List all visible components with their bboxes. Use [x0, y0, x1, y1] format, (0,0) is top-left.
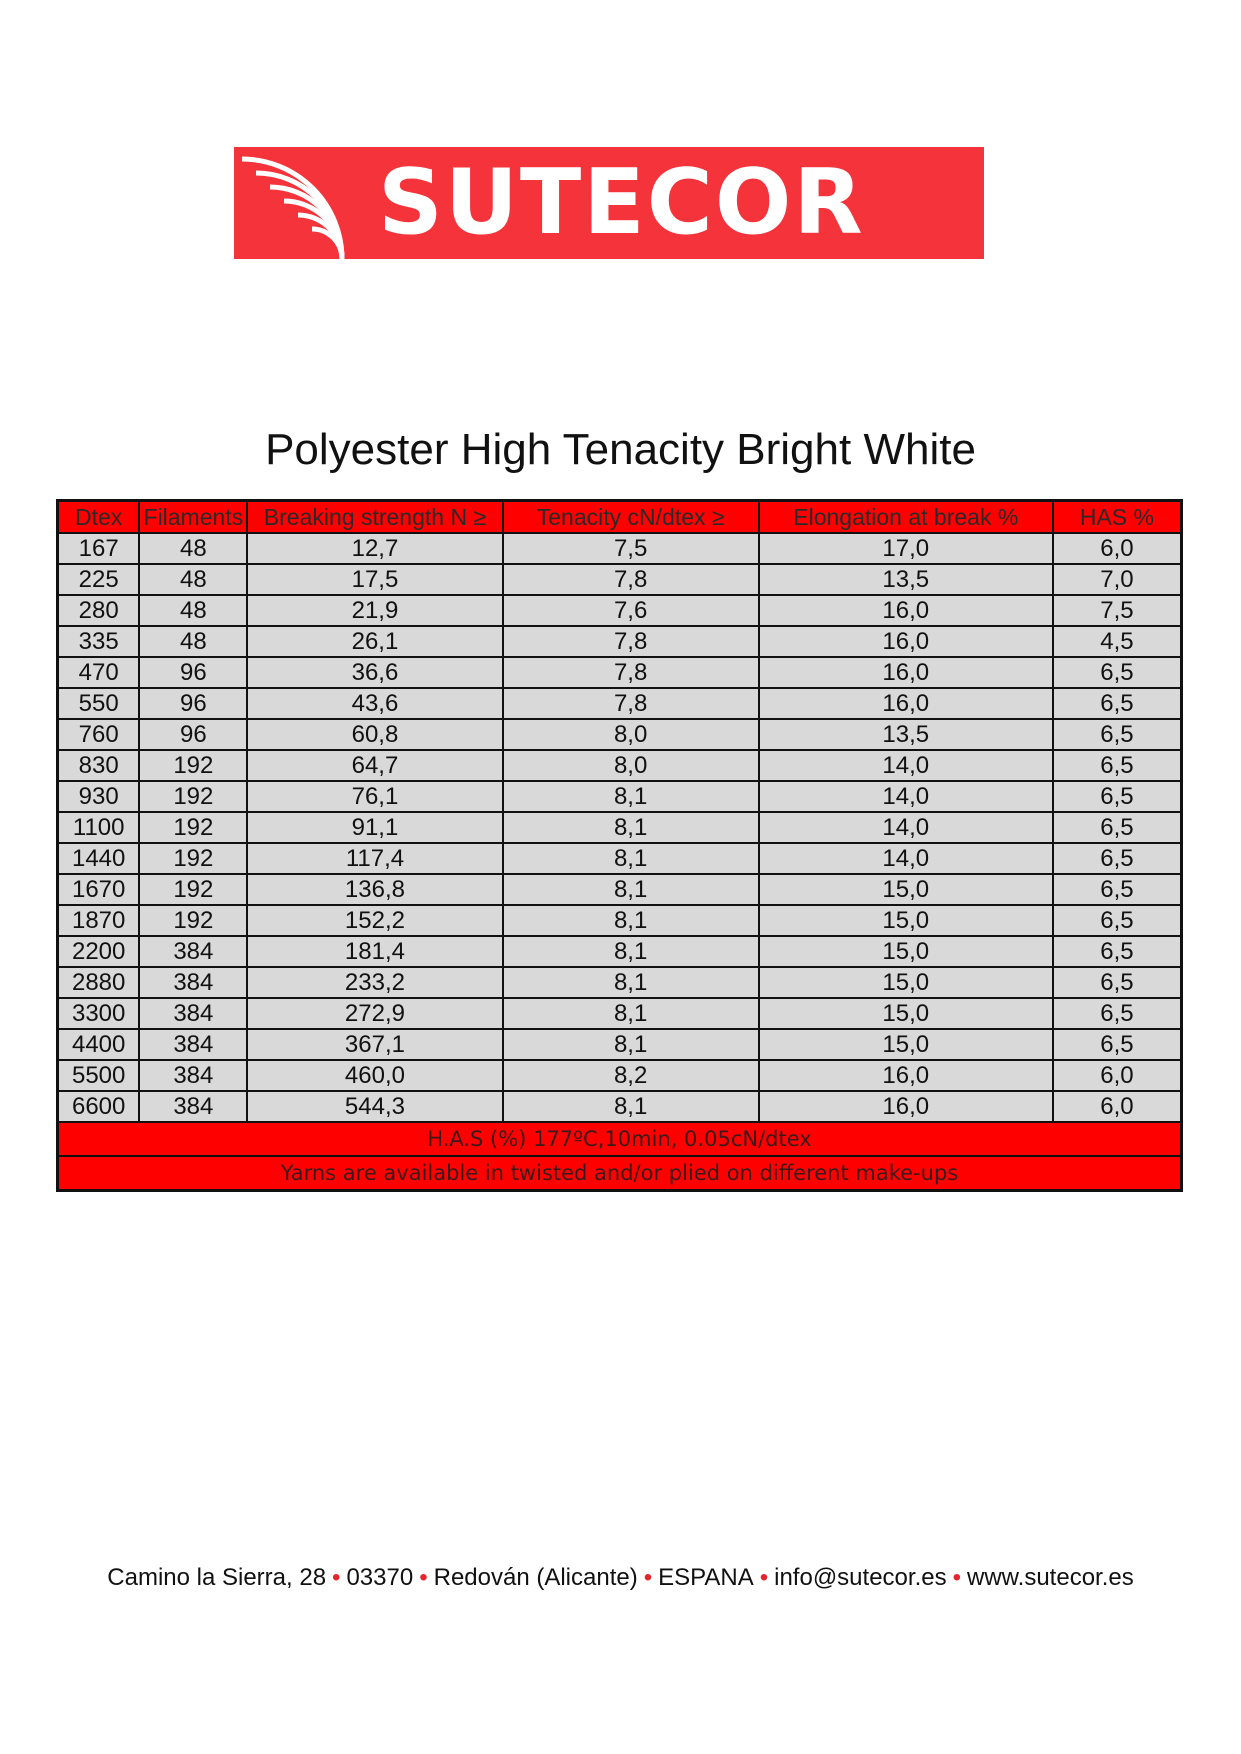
table-cell: 8,2 — [503, 1060, 759, 1091]
table-cell: 48 — [139, 595, 247, 626]
table-cell: 7,8 — [503, 564, 759, 595]
header-cell: Elongation at break % — [759, 501, 1053, 534]
table-cell: 7,0 — [1053, 564, 1182, 595]
table-cell: 8,0 — [503, 750, 759, 781]
table-cell: 13,5 — [759, 719, 1053, 750]
table-row — [58, 781, 1182, 812]
logo-wordmark: SUTECOR — [378, 150, 865, 255]
header-cell: HAS % — [1053, 501, 1182, 534]
table-cell: 6,5 — [1053, 750, 1182, 781]
separator-dot: • — [952, 1564, 961, 1591]
table-cell: 6,5 — [1053, 998, 1182, 1029]
table-cell: 1440 — [58, 843, 140, 874]
table-cell: 6,5 — [1053, 688, 1182, 719]
separator-dot: • — [759, 1564, 769, 1591]
footer-address: Camino la Sierra, 28 — [107, 1564, 327, 1591]
logo-arcs-icon — [234, 147, 352, 259]
table-cell: 225 — [58, 564, 140, 595]
table-cell: 15,0 — [759, 967, 1053, 998]
header-cell: Filaments — [139, 501, 247, 534]
table-cell: 192 — [139, 843, 247, 874]
availability-note: Yarns are available in twisted and/or plied on different make-ups — [58, 1156, 1182, 1191]
table-cell: 2200 — [58, 936, 140, 967]
table-cell: 1100 — [58, 812, 140, 843]
table-row — [58, 812, 1182, 843]
note-row — [58, 1122, 1182, 1156]
table-cell: 8,1 — [503, 874, 759, 905]
table-cell: 26,1 — [247, 626, 502, 657]
table-cell: 4400 — [58, 1029, 140, 1060]
header-cell: Breaking strength N ≥ — [247, 501, 502, 534]
table-cell: 16,0 — [759, 595, 1053, 626]
table-cell: 384 — [139, 1029, 247, 1060]
table-row — [58, 1091, 1182, 1122]
table-cell: 4,5 — [1053, 626, 1182, 657]
table-row — [58, 626, 1182, 657]
table-cell: 384 — [139, 936, 247, 967]
table-cell: 91,1 — [247, 812, 502, 843]
table-cell: 760 — [58, 719, 140, 750]
separator-dot: • — [419, 1564, 428, 1591]
table-row — [58, 874, 1182, 905]
table-cell: 6,5 — [1053, 874, 1182, 905]
table-row — [58, 998, 1182, 1029]
table-cell: 7,6 — [503, 595, 759, 626]
table-cell: 14,0 — [759, 781, 1053, 812]
table-cell: 17,5 — [247, 564, 502, 595]
table-cell: 6,5 — [1053, 905, 1182, 936]
table-cell: 21,9 — [247, 595, 502, 626]
table-cell: 64,7 — [247, 750, 502, 781]
header-cell: Tenacity cN/dtex ≥ — [503, 501, 759, 534]
table-cell: 384 — [139, 1060, 247, 1091]
note-row — [58, 1156, 1182, 1191]
table-cell: 233,2 — [247, 967, 502, 998]
table-cell: 550 — [58, 688, 140, 719]
table-cell: 7,8 — [503, 688, 759, 719]
header-cell: Dtex — [58, 501, 140, 534]
table-cell: 8,1 — [503, 1091, 759, 1122]
table-cell: 7,8 — [503, 626, 759, 657]
footer-website: www.sutecor.es — [966, 1564, 1134, 1591]
table-header-row — [58, 501, 1182, 534]
table-cell: 16,0 — [759, 626, 1053, 657]
table-cell: 8,1 — [503, 998, 759, 1029]
table-cell: 16,0 — [759, 688, 1053, 719]
table-cell: 192 — [139, 781, 247, 812]
table-cell: 192 — [139, 812, 247, 843]
footer-contact — [0, 1564, 1241, 1592]
footer-country: ESPANA — [658, 1564, 754, 1591]
table-cell: 8,1 — [503, 1029, 759, 1060]
table-cell: 16,0 — [759, 657, 1053, 688]
table-cell: 17,0 — [759, 533, 1053, 564]
table-cell: 6,5 — [1053, 812, 1182, 843]
table-cell: 167 — [58, 533, 140, 564]
page-title: Polyester High Tenacity Bright White — [265, 425, 976, 474]
table-cell: 830 — [58, 750, 140, 781]
table-row — [58, 843, 1182, 874]
table-cell: 6,0 — [1053, 1091, 1182, 1122]
table-cell: 181,4 — [247, 936, 502, 967]
footer-city: Redován (Alicante) — [433, 1564, 638, 1591]
table-cell: 8,0 — [503, 719, 759, 750]
table-cell: 6,5 — [1053, 936, 1182, 967]
table-cell: 8,1 — [503, 967, 759, 998]
table-cell: 15,0 — [759, 874, 1053, 905]
table-cell: 1670 — [58, 874, 140, 905]
has-test-note: H.A.S (%) 177ºC,10min, 0.05cN/dtex — [58, 1122, 1182, 1156]
table-cell: 5500 — [58, 1060, 140, 1091]
table-cell: 12,7 — [247, 533, 502, 564]
table-cell: 384 — [139, 998, 247, 1029]
table-cell: 384 — [139, 1091, 247, 1122]
table-cell: 96 — [139, 688, 247, 719]
table-row — [58, 657, 1182, 688]
table-cell: 48 — [139, 626, 247, 657]
table-row — [58, 1060, 1182, 1091]
table-cell: 7,5 — [1053, 595, 1182, 626]
table-cell: 384 — [139, 967, 247, 998]
table-cell: 15,0 — [759, 998, 1053, 1029]
table-cell: 367,1 — [247, 1029, 502, 1060]
table-cell: 43,6 — [247, 688, 502, 719]
table-cell: 6,5 — [1053, 967, 1182, 998]
table-cell: 6,5 — [1053, 781, 1182, 812]
table-cell: 36,6 — [247, 657, 502, 688]
table-body — [58, 533, 1182, 1122]
table-cell: 14,0 — [759, 812, 1053, 843]
footer-postcode: 03370 — [346, 1564, 414, 1591]
table-cell: 272,9 — [247, 998, 502, 1029]
table-cell: 460,0 — [247, 1060, 502, 1091]
table-cell: 8,1 — [503, 936, 759, 967]
table-row — [58, 967, 1182, 998]
table-cell: 6,5 — [1053, 719, 1182, 750]
table-cell: 192 — [139, 905, 247, 936]
table-cell: 15,0 — [759, 905, 1053, 936]
table-row — [58, 533, 1182, 564]
table-cell: 96 — [139, 657, 247, 688]
separator-dot: • — [643, 1564, 653, 1591]
table-cell: 152,2 — [247, 905, 502, 936]
footer-email: info@sutecor.es — [774, 1564, 947, 1591]
table-row — [58, 595, 1182, 626]
table-cell: 16,0 — [759, 1060, 1053, 1091]
table-cell: 192 — [139, 750, 247, 781]
table-cell: 16,0 — [759, 1091, 1053, 1122]
table-row — [58, 688, 1182, 719]
table-cell: 6,5 — [1053, 1029, 1182, 1060]
table-row — [58, 719, 1182, 750]
table-cell: 2880 — [58, 967, 140, 998]
table-cell: 192 — [139, 874, 247, 905]
table-cell: 136,8 — [247, 874, 502, 905]
table-cell: 470 — [58, 657, 140, 688]
table-cell: 13,5 — [759, 564, 1053, 595]
table-cell: 335 — [58, 626, 140, 657]
table-cell: 117,4 — [247, 843, 502, 874]
table-cell: 8,1 — [503, 905, 759, 936]
specifications-table — [56, 499, 1183, 1192]
table-cell: 6,5 — [1053, 843, 1182, 874]
table-cell: 3300 — [58, 998, 140, 1029]
table-cell: 15,0 — [759, 936, 1053, 967]
table-cell: 14,0 — [759, 843, 1053, 874]
table-cell: 1870 — [58, 905, 140, 936]
table-cell: 7,8 — [503, 657, 759, 688]
table-cell: 76,1 — [247, 781, 502, 812]
table-cell: 7,5 — [503, 533, 759, 564]
table-cell: 48 — [139, 533, 247, 564]
table-row — [58, 1029, 1182, 1060]
table-cell: 6,0 — [1053, 533, 1182, 564]
table-cell: 6,0 — [1053, 1060, 1182, 1091]
table-cell: 6600 — [58, 1091, 140, 1122]
table-cell: 60,8 — [247, 719, 502, 750]
table-cell: 48 — [139, 564, 247, 595]
table-cell: 96 — [139, 719, 247, 750]
table-cell: 544,3 — [247, 1091, 502, 1122]
table-cell: 280 — [58, 595, 140, 626]
table-row — [58, 905, 1182, 936]
table-row — [58, 750, 1182, 781]
table-cell: 6,5 — [1053, 657, 1182, 688]
table-cell: 930 — [58, 781, 140, 812]
separator-dot: • — [332, 1564, 341, 1591]
table-cell: 15,0 — [759, 1029, 1053, 1060]
sutecor-logo — [234, 147, 984, 259]
table-cell: 8,1 — [503, 843, 759, 874]
table-row — [58, 936, 1182, 967]
table-cell: 8,1 — [503, 781, 759, 812]
table-row — [58, 564, 1182, 595]
table-cell: 8,1 — [503, 812, 759, 843]
table-cell: 14,0 — [759, 750, 1053, 781]
